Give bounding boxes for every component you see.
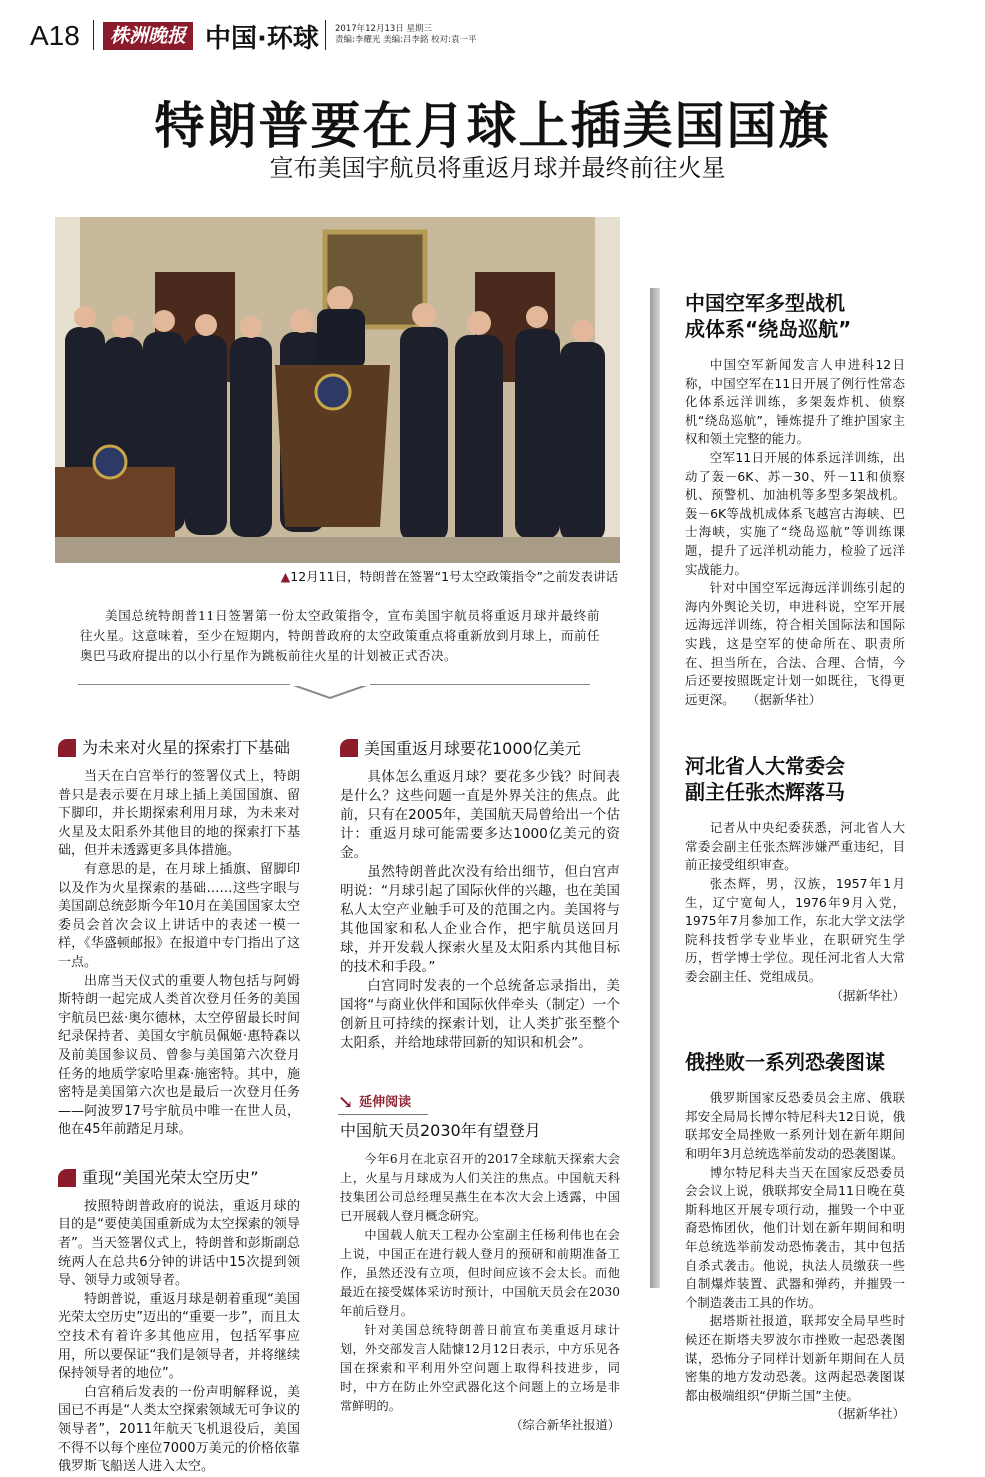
article-section-3 xyxy=(340,736,620,1053)
brief-heading: 河北省人大常委会 副主任张杰辉落马 xyxy=(685,754,845,805)
photo-caption xyxy=(280,567,618,585)
paragraph: 有意思的是，在月球上插旗、留脚印以及作为火星探索的基础……这些字眼与美国副总统彭斯今年10月在美国国家太空委员会首次会议上讲话中的表述一模一样，《华盛顿邮报》在报道中专门指出了这一点。 xyxy=(58,861,300,970)
triangle-icon: ▲ xyxy=(280,569,291,584)
source-credit: （据新华社） xyxy=(830,987,905,1003)
paragraph: 记者从中央纪委获悉，河北省人大常委会副主任张杰辉涉嫌严重违纪，目前正接受组织审查。 xyxy=(685,820,905,873)
news-photo xyxy=(55,217,620,563)
sidebar-bar xyxy=(650,288,660,1288)
paragraph: 张杰辉，男，汉族，1957年1月生，辽宁宽甸人，1976年9月入党，1975年7月参加工作，东北大学文法学院科技哲学专业毕业，在职研究生学历，哲学博士学位。现任河北省人大常委会副主任、党组成员。 xyxy=(685,876,905,985)
brief-3 xyxy=(685,1049,905,1424)
article-section-2 xyxy=(58,1166,300,1477)
middle-column xyxy=(340,736,620,1435)
section-name: 中国·环球 xyxy=(205,24,319,54)
date-info xyxy=(335,24,477,46)
source-credit: （据新华社） xyxy=(830,1406,905,1422)
press-event-image xyxy=(55,217,620,563)
paragraph: 虽然特朗普此次没有给出细节，但白宫声明说：“月球引起了国际伙伴的兴趣，也在美国私人太空产业触手可及的范围之内。美国将与其他国家和私人企业合作，把宇航员送回月球，并开发载人探索火星及太阳系内其他目标的技术和手段。” xyxy=(340,864,620,975)
paragraph: 据塔斯社报道，联邦安全局早些时候还在斯塔夫罗波尔市挫败一起恐袭图谋，恐怖分子同样计划新年期间在人员密集的地方发动恐袭。这两起恐袭图谋都由极端组织“伊斯兰国”主使。 xyxy=(685,1313,905,1403)
paragraph: 当天在白宫举行的签署仪式上，特朗普只是表示要在月球上插上美国国旗、留下脚印，并长期探索利用月球，为未来对火星及太阳系外其他目的地的探索打下基础，但并未透露更多具体措施。 xyxy=(58,769,300,859)
left-column xyxy=(58,736,300,1477)
section-heading: 美国重返月球要花1000亿美元 xyxy=(340,736,620,760)
paragraph: 针对美国总统特朗普日前宣布美重返月球计划，外交部发言人陆慷12月12日表示，中方乐见各国在探索和平利用外空问题上取得科技进步，同时，中方在防止外空武器化这个问题上的立场是非常鲜明的。 xyxy=(340,1323,620,1413)
newspaper-logo: 株洲晚报 xyxy=(103,22,193,50)
paragraph: 出席当天仪式的重要人物包括与阿姆斯特朗一起完成人类首次登月任务的美国宇航员巴兹·奥尔德林，太空停留最长时间纪录保持者、美国女宇航员佩姬·惠特森以及前美国参议员、曾参与美国第六次登月任务的地质学家哈里森·施密特。其中，施密特是美国第六次也是最后一次登月任务——阿波罗17号宇航员中唯一在世人员，他在45年前踏足月球。 xyxy=(58,973,300,1138)
paragraph: 特朗普说，重返月球是朝着重现“美国光荣太空历史”迈出的“重要一步”，而且太空技术有着许多其他应用，包括军事应用，所以要保证“我们是领导者，并将继续保持领导者的地位”。 xyxy=(58,1291,300,1382)
paragraph: 白宫稍后发表的一份声明解释说，美国已不再是“人类太空探索领域无可争议的领导者”，2011年航天飞机退役后，美国不得不以每个座位7000万美元的价格依靠俄罗斯飞船送人进入太空。 xyxy=(58,1384,300,1475)
brief-heading: 俄挫败一系列恐袭图谋 xyxy=(685,1050,885,1075)
divider xyxy=(325,20,326,50)
extended-article xyxy=(340,1093,620,1435)
section-heading: 重现“美国光荣太空历史” xyxy=(58,1166,300,1190)
heading-marker-icon xyxy=(58,739,76,757)
section-heading: 为未来对火星的探索打下基础 xyxy=(58,736,300,760)
arrow-icon: ↘ xyxy=(338,1092,354,1113)
page-number: A18 xyxy=(30,20,80,51)
extended-reading-tag: ↘ 延伸阅读 xyxy=(338,1093,428,1115)
brief-2 xyxy=(685,753,905,1005)
issue-date: 2017年12月13日 星期三 xyxy=(335,24,432,34)
paragraph: 中国载人航天工程办公室副主任杨利伟也在会上说，中国正在进行载人登月的预研和前期准备工作，虽然还没有立项，但时间应该不会太长。而他最近在接受媒体采访时预计，中国航天员会在2030年前后登月。 xyxy=(340,1228,620,1318)
divider xyxy=(93,20,94,50)
chevron-down-icon xyxy=(290,676,370,702)
paragraph: 中国空军新闻发言人申进科12日称，中国空军在11日开展了例行性常态化体系远洋训练，多架轰炸机、侦察机“绕岛巡航”，锤炼提升了维护国家主权和领土完整的能力。 xyxy=(685,357,905,447)
paragraph: 按照特朗普政府的说法，重返月球的目的是“要使美国重新成为太空探索的领导者”。当天签署仪式上，特朗普和彭斯副总统两人在总共6分钟的讲话中15次提到领导、领导力或领导者。 xyxy=(58,1198,300,1289)
heading-marker-icon xyxy=(340,739,358,757)
editors: 责编:李耀光 美编:吕李銘 校对:袁一平 xyxy=(335,35,477,45)
source-credit: （综合新华社报道） xyxy=(510,1418,620,1432)
paragraph: 针对中国空军远海远洋训练引起的海内外舆论关切，申进科说，空军开展远海远洋训练，符合相关国际法和国际实践，这是空军的使命所在、职责所在、担当所在，合法、合理、合情，今后还要按照既定计划一如既往，飞得更远更深。 （据新华社） xyxy=(685,580,905,707)
article-section-1 xyxy=(58,736,300,1140)
paragraph: 白宫同时发表的一个总统备忘录指出，美国将“与商业伙伴和国际伙伴牵头（制定）一个创新且可持续的探索计划，让人类扩张至整个太阳系，并给地球带回新的知识和机会”。 xyxy=(340,978,620,1051)
lead-summary: 美国总统特朗普11日签署第一份太空政策指令，宣布美国宇航员将重返月球并最终前往火星。这意味着，至少在短期内，特朗普政府的太空政策重点将重新放到月球上，而前任奥巴马政府提出的以小行星作为跳板前往火星的计划被正式否决。 xyxy=(80,608,601,663)
paragraph: 博尔特尼科夫当天在国家反恐委员会会议上说，俄联邦安全局11日晚在莫斯科地区开展专项行动，摧毁一个中亚裔恐怖团伙，他们计划在新年期间和明年总统选举前发动恐怖袭击，其中包括自杀式袭击。他说，执法人员缴获一些自制爆炸装置、武器和弹药，并摧毁一个制造袭击工具的作坊。 xyxy=(685,1164,905,1310)
paragraph: 具体怎么重返月球？要花多少钱？时间表是什么？这些问题一直是外界关注的焦点。此前，只有在2005年，美国航天局曾给出一个估计：重返月球可能需要多达1000亿美元的资金。 xyxy=(340,769,620,861)
paragraph: 空军11日开展的体系远洋训练，出动了轰－6K、苏－30、歼－11和侦察机、预警机、加油机等多型多架战机。轰－6K等战机成体系飞越宫古海峡、巴士海峡，实施了“绕岛巡航”等训练课题，提升了远洋机动能力，检验了远洋实战能力。 xyxy=(685,449,905,577)
paragraph: 俄罗斯国家反恐委员会主席、俄联邦安全局局长博尔特尼科夫12日说，俄联邦安全局挫败一系列计划在新年期间和明年3月总统选举前发动的恐袭图谋。 xyxy=(685,1090,905,1161)
page-headline: 特朗普要在月球上插美国国旗 xyxy=(154,97,831,155)
right-column xyxy=(685,290,905,1424)
brief-heading: 中国空军多型战机 成体系“绕岛巡航” xyxy=(685,291,852,341)
page-subheadline: 宣布美国宇航员将重返月球并最终前往火星 xyxy=(269,154,726,182)
brief-1 xyxy=(685,290,905,709)
heading-marker-icon xyxy=(58,1169,76,1187)
paragraph: 今年6月在北京召开的2017全球航天探索大会上，火星与月球成为人们关注的焦点。中国航天科技集团公司总经理吴燕生在本次大会上透露，中国已开展载人登月概念研究。 xyxy=(340,1152,620,1223)
caption-text: 12月11日，特朗普在签署“1号太空政策指令”之前发表讲话 xyxy=(290,569,618,584)
extended-heading: 中国航天员2030年有望登月 xyxy=(340,1121,541,1140)
